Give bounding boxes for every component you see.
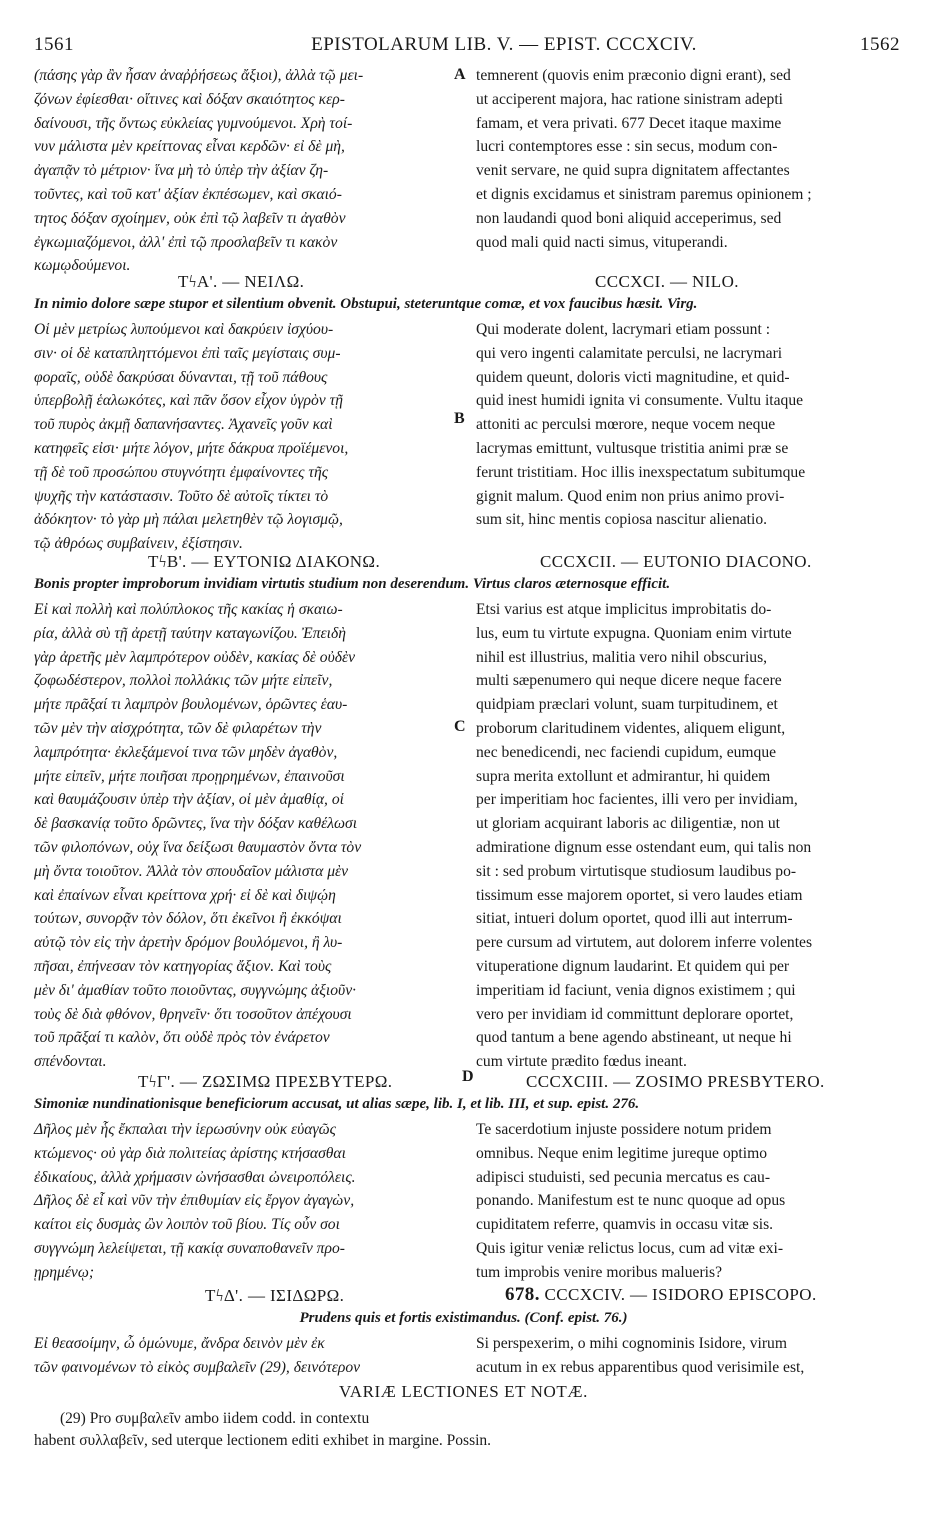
greek-line: τῶν φαινομένων τὸ εἰκὸς συμβαλεῖν (29), δεινότερον [34,1358,361,1376]
greek-line: Δῆλος μὲν ἧς ἔκπαλαι τὴν ἱερωσύνην οὐκ εὐαγῶς [34,1121,336,1138]
note-line: (29) Pro συμβαλεῖν ambo iidem codd. in contextu [60,1410,370,1427]
latin-title-392: CCCXCII. — EUTONIO DIACONO. [540,552,812,571]
page-number-left: 1561 [34,34,74,55]
greek-title-392: ΤϟΒ'. — ΕΥΤΟΝΙΩ ΔΙΑΚΟΝΩ. [148,552,381,571]
greek-line: Οἱ μὲν μετρίως λυπούμενοι καὶ δακρύειν ἰσχύου- [34,321,334,338]
greek-line: ψυχῆς τὴν κατάστασιν. Τοῦτο δὲ αὐτοῖς τίκτει τὸ [34,487,329,505]
latin-title-391: CCCXCI. — NILO. [595,272,739,291]
latin-line: multi sæpenumero qui neque dicere neque facere [476,672,782,690]
latin-column [476,1332,900,1380]
page-number-right: 1562 [860,34,900,55]
greek-line: καὶ θαυμάζουσιν ὑπὲρ τὴν ἀξίαν, οἱ μὲν ἀμαθίᾳ, οἱ [34,791,344,809]
latin-line: quod tantum a bene agendo abstineant, ut neque hi [476,1029,792,1047]
latin-line: imperitiam id faciunt, venia dignos existimem ; qui [476,981,796,999]
greek-column [34,64,464,278]
greek-column [34,318,464,556]
greek-line: ἀγαπᾷν τὸ μέτριον· ἵνα μὴ τὸ ὑπὲρ τὴν ἀξίαν ζη- [34,162,329,180]
latin-line: temnerent (quovis enim præconio digni erant), sed [476,67,791,84]
latin-line: sum sit, hinc mentis copiosa nascitur alienatio. [476,511,768,529]
greek-line: ἀδόκητον· τὸ γὰρ μὴ πάλαι μελετηθὲν τῷ λογισμῷ, [34,511,343,529]
greek-line: μήτε πρᾶξαί τι λαμπρὸν βουλομένων, ὁρῶντες ἑαυ- [34,696,348,714]
latin-line: omnibus. Neque enim legitime jureque optimo [476,1144,768,1162]
running-header [34,34,900,60]
latin-line: vero per invidiam id committunt deplorare oportet, [476,1005,794,1023]
latin-title-394-text: CCCXCIV. — ISIDORO EPISCOPO. [544,1285,817,1304]
greek-line: τοῦ πρᾶξαί τι καλὸν, ὅτι οὐδὲ πρὸς τὸν ἐνάρετον [34,1029,330,1047]
greek-line: τοῦ πυρὸς ἀκμῇ δαπανήσαντες. Ἀχανεῖς γοῦν καὶ [34,416,333,434]
greek-line: ζοφωδέστερον, πολλοὶ πολλάκις τῶν μήτε εἰπεῖν, [34,672,333,690]
latin-line: ferunt tristitiam. Hoc illis inexspectatum subitumque [476,463,806,481]
latin-line: ponando. Manifestum est te nunc quoque ad opus [476,1192,786,1210]
latin-line: nec benedicendi, nec faciendi cupidum, eumque [476,743,777,761]
latin-line: Etsi varius est atque implicitus improbitatis do- [476,601,772,618]
greek-column [34,1118,464,1285]
greek-line: τῶν φιλοπόνων, οὐχ ἵνα δείξωσι θαυμαστὸν ὄντα τὸν [34,838,362,856]
greek-line: Εἰ καὶ πολλὴ καὶ πολύπλοκος τῆς κακίας ἡ σκαιω- [34,601,343,618]
greek-line: μήτε εἰπεῖν, μήτε ποιῆσαι προῃρημένων, ἐπαινοῦσι [34,767,345,785]
running-title: EPISTOLARUM LIB. V. — EPIST. CCCXCIV. [311,34,697,55]
latin-line: tum improbis venire moribus malueris? [476,1263,722,1281]
latin-title-394 [505,1284,817,1306]
greek-title-394: ΤϟΔ'. — ΙΣΙΔΩΡΩ. [205,1286,345,1305]
latin-column [476,1118,900,1285]
latin-line: nihil est illustrius, malitia vero nihil obscurius, [476,648,768,666]
margin-marker-b: B [454,410,465,427]
latin-line: qui vero ingenti calamitate perculsi, ne lacrymari [476,344,783,362]
greek-line: δὲ βασκανίᾳ τοῦτο δρῶντες, ἵνα τὴν δόξαν καθέλωσι [34,815,358,833]
greek-line: τῷ ἀθρόως συμβαίνειν, ἐξίστησιν. [34,535,243,553]
greek-line: κτώμενος· οὐ γὰρ διὰ πολιτείας ἀρίστης κτήσασθαι [34,1144,346,1162]
latin-line: tissimum esse majorem oportet, si vero laudes etiam [476,886,803,904]
latin-line: per imperitiam hoc facientes, illi vero per invidiam, [476,791,798,809]
greek-column [34,1332,464,1380]
latin-line: attoniti ac perculsi mœrore, neque vocem neque [476,416,776,434]
latin-line: lucri contemptores esse : sin secus, modum con- [476,138,778,156]
greek-line: νυν μάλιστα μὲν κρείττονας εἶναι κερδῶν· εἰ δὲ μὴ, [34,138,345,156]
latin-line: proborum claritudinem videntes, aliquem eligunt, [476,719,786,737]
latin-column [476,598,900,1074]
latin-line: sit : sed probum virtutisque studiosum laudibus po- [476,862,797,880]
greek-line: λαμπρότητα· ἐκλεξάμενοί τινα τῶν μηδὲν ἀγαθὸν, [34,743,338,761]
greek-line: τοὺς δὲ διὰ φθόνον, θρηνεῖν· ὅτι τοσοῦτον ἀπέχουσι [34,1005,352,1023]
latin-line: acutum in ex rebus apparentibus quod verisimile est, [476,1358,805,1376]
latin-line: quod mali quid nacti simus, vituperandi. [476,233,728,251]
greek-line: μὴ ὄντα τοιοῦτον. Ἀλλὰ τὸν σπουδαῖον μάλιστα μὲν [34,862,349,880]
latin-line: lacrymas emittunt, vultusque tristitia animi præ se [476,439,789,457]
greek-title-391: ΤϟΑ'. — ΝΕΙΛΩ. [178,272,305,291]
latin-line: famam, et vera privati. 677 Decet itaque maxime [476,114,782,132]
greek-line: κωμῳδούμενοι. [34,257,131,275]
latin-line: et dignis excidamus et sinistram paremus opinionem ; [476,185,812,203]
greek-line: κατηφεῖς εἰσι· μήτε λόγον, μήτε δάκρυα προϊέμενοι, [34,439,349,457]
margin-marker-c: C [454,718,466,735]
column-number: 678. [505,1284,540,1305]
latin-line: quidem queunt, doloris victi magnitudine, et quid- [476,368,790,386]
greek-line: Εἰ θεασοίμην, ὦ ὁμώνυμε, ἄνδρα δεινὸν μὲν ἐκ [34,1335,325,1352]
latin-line: cum virtute prædito fœdus ineant. [476,1053,687,1071]
greek-line: σιν· οἱ δὲ καταπληττόμενοι ἐπὶ ταῖς μεγίσταις συμ- [34,344,341,362]
latin-line: ut gloriam acquirant laboris ac diligentiæ, non ut [476,815,781,833]
greek-line: φοραῖς, οὐδὲ δακρύσαι δύνανται, τῇ τοῦ πάθους [34,368,328,386]
greek-line: ρία, ἀλλὰ σὺ τῇ ἀρετῇ ταύτην καταγωνίζου. Ἐπειδὴ [34,624,346,642]
greek-line: καίτοι εἰς δυσμὰς ὢν λοιπὸν τοῦ βίου. Τίς οὖν σοι [34,1216,340,1234]
latin-line: supra merita extollunt et admirantur, hi quidem [476,767,771,785]
latin-line: quidpiam præclari volunt, suam turpitudinem, et [476,696,778,714]
greek-line: ῃρημένῳ; [34,1263,95,1281]
greek-line: αὐτῷ τὸν εἰς τὴν ἀρετὴν δρόμον βουλόμενοι, ἢ λυ- [34,934,343,952]
greek-line: δαίνουσι, τῆς ὄντως εὐκλείας γυμνούμενοι. Χρὴ τοί- [34,114,353,132]
greek-line: τητος δόξαν σχοίημεν, οὐκ ἐπὶ τῷ λαβεῖν τι ἀγαθὸν [34,209,346,227]
latin-line: ut acciperent majora, hac ratione sinistram adepti [476,90,783,108]
greek-line: Δῆλος δὲ εἶ καὶ νῦν τὴν ἐπιθυμίαν εἰς ἔργον ἀγαγὼν, [34,1192,355,1210]
summary-391: In nimio dolore sæpe stupor et silentium obvenit. Obstupui, steteruntque comæ, et vox faucibus hæsit. Virg. [34,296,698,312]
latin-line: venit servare, ne quid supra dignitatem affectantes [476,162,790,180]
latin-line: lus, eum tu virtute expugna. Quoniam enim virtute [476,624,792,642]
greek-line: πῆσαι, ἐπήνεσαν τὸν κατηγορίας ἄξιον. Καὶ τοὺς [34,957,332,975]
notes-title: VARIÆ LECTIONES ET NOTÆ. [339,1382,588,1401]
summary-392: Bonis propter improborum invidiam virtutis studium non deserendum. Virtus claros æternosque efficit. [34,576,671,592]
latin-line: non laudandi quod boni aliquid acceperimus, sed [476,209,782,227]
summary-394: Prudens quis et fortis existimandus. (Conf. epist. 76.) [299,1310,628,1326]
margin-marker-d: D [462,1068,474,1085]
greek-line: συγγνώμη λελείψεται, τῇ κακίᾳ συναποθανεῖν προ- [34,1239,345,1257]
greek-line: ἐγκωμιαζόμενοι, ἀλλ' ἐπὶ τῷ προσλαβεῖν τι κακὸν [34,233,338,251]
latin-line: Te sacerdotium injuste possidere notum pridem [476,1121,772,1138]
greek-line: τῶν μὲν τὴν αἰσχρότητα, τῶν δὲ φιλαρέτων τὴν [34,719,322,737]
latin-line: admiratione dignum esse ostendant eum, qui talis non [476,838,812,856]
latin-line: Qui moderate dolent, lacrymari etiam possunt : [476,321,771,338]
latin-column [476,318,900,532]
greek-line: ζόνων ἐφίεσθαι· οἵτινες καὶ δόξαν σκαιότητος κερ- [34,90,345,108]
greek-line: τούτων, συνορᾷν τὸν δόλον, ὅτι ἐκεῖνοι ἢ ἐκκόψαι [34,910,342,928]
summary-393: Simoniæ nundinationisque beneficiorum accusat, ut alias sæpe, lib. I, et lib. III, et sup. epist. 276. [34,1096,640,1112]
latin-line: gignit malum. Quod enim non prius animo provi- [476,487,785,505]
greek-line: (πάσης γὰρ ἂν ἦσαν ἀναῤῥήσεως ἄξιοι), ἀλλὰ τῷ μει- [34,67,364,84]
latin-line: quid inest humidi ignita vi consumente. Vultu itaque [476,392,804,410]
latin-line: vituperatione dignum laudarint. Et quidem qui per [476,957,790,975]
latin-line: Si perspexerim, o mihi cognominis Isidore, virum [476,1335,787,1352]
greek-line: καὶ ἐπαίνων εἶναι κρείττονα χρή· εἰ δὲ καὶ διψῴη [34,886,336,904]
greek-line: σπένδονται. [34,1053,107,1071]
latin-line: sitiat, intueri dolum oportet, quod illi aut interrum- [476,910,793,928]
latin-line: Quis igitur veniæ relictus locus, cum ad vitæ exi- [476,1239,784,1257]
latin-column [476,64,900,254]
greek-line: ὑπερβολῇ ἑαλωκότες, καὶ πᾶν ὅσον εἶχον ὑγρὸν τῇ [34,392,343,410]
greek-line: ἐδικαίους, ἀλλὰ χρήμασιν ὠνήσασθαι ὠνειροπόλεις. [34,1168,356,1186]
margin-marker-a: A [454,66,466,83]
greek-column [34,598,464,1074]
latin-title-393: CCCXCIII. — ZOSIMO PRESBYTERO. [526,1072,825,1091]
note-line: habent συλλαβεῖν, sed uterque lectionem editi exhibet in margine. Possin. [34,1432,492,1449]
greek-line: μὲν δι' ἀμαθίαν τοῦτο ποιοῦντας, συγγνώμης ἀξιοῦν· [34,981,357,999]
greek-line: τῇ δὲ τοῦ προσώπου στυγνότητι ἐμφαίνοντες τῆς [34,463,329,481]
greek-line: τοῦντες, καὶ τοῦ κατ' ἀξίαν ἐκπέσωμεν, καὶ σκαιό- [34,185,342,203]
latin-line: adipisci studuisti, sed pecunia mercatus es cau- [476,1168,771,1186]
latin-line: cupiditatem referre, quamvis in occasu vitæ sis. [476,1216,774,1234]
greek-line: γὰρ ἀρετῆς μὲν λαμπρότερον οὐδὲν, κακίας δὲ οὐδὲν [34,648,356,666]
latin-line: pere cursum ad virtutem, aut dolorem inferre volentes [476,934,813,952]
greek-title-393: ΤϟΓ'. — ΖΩΣΙΜΩ ΠΡΕΣΒΥΤΕΡΩ. [138,1072,393,1091]
